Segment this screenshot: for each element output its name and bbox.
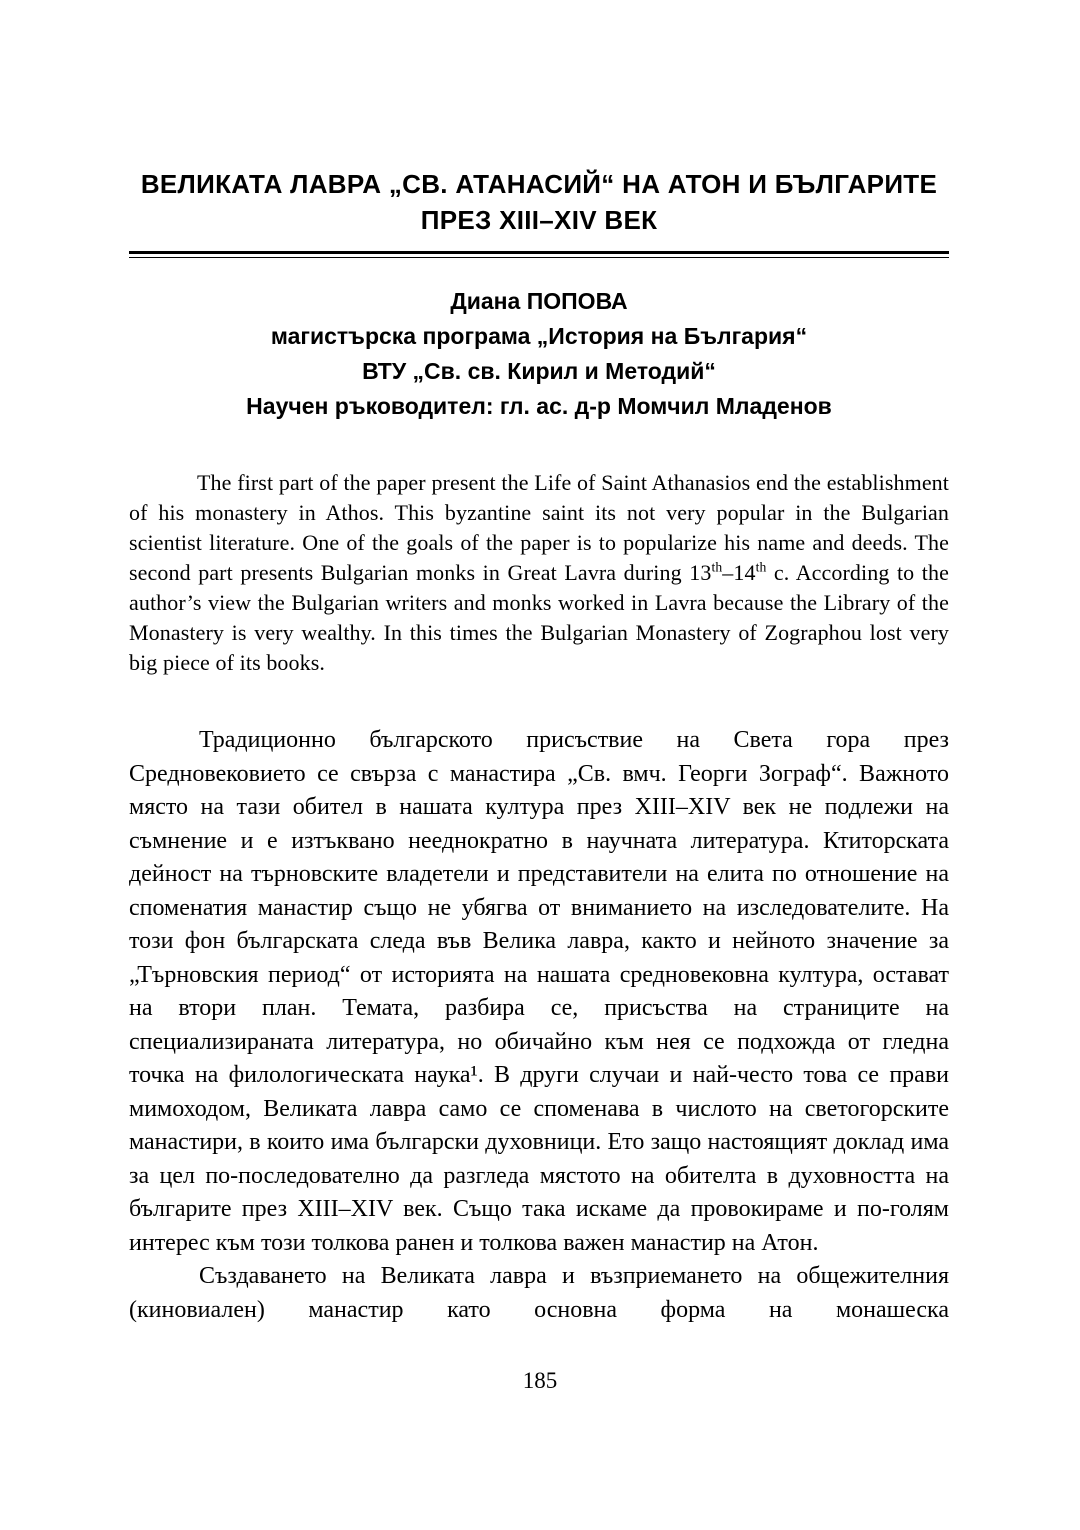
abstract-paragraph bbox=[129, 468, 949, 678]
author-block bbox=[129, 284, 949, 424]
author-university: ВТУ „Св. св. Кирил и Методий“ bbox=[362, 358, 716, 384]
abstract-text-1: The first part of the paper present the Life of Saint Athanasios end the establishment of his monastery in Athos. This byzantine saint its not very popular in the Bulgarian scientist literature. One of the goals of the paper is to popularize his name and deeds. The second part presents Bulgarian monks in Great Lavra during 13 bbox=[129, 470, 949, 585]
author-name: Диана ПОПОВА bbox=[450, 288, 628, 314]
body-paragraph-1: Традиционно българското присъствие на Света гора през Средновековието се свърза с манастира „Св. вмч. Георги Зограф“. Важното място на тази обител в нашата култура през XIII–XIV век не подлежи на съмнение и е изтъквано нееднократно в научната литература. Ктиторската дейност на търновските владетели и представители на елита по отношение на споменатия манастир също не убягва от вниманието на изследователите. На този фон българската следа във Велика лавра, както и нейното значение за „Търновския период“ от историята на нашата средновековна култура, остават на втори план. Темата, разбира се, присъства на страниците на специализираната литература, но обичайно към нея се подхожда от гледна точка на филологическата наука¹. В други случаи и най-често това се прави мимоходом, Великата лавра само се споменава в числото на светогорските манастири, в които има български духовници. Ето защо настоящият доклад има за цел по-последователно да разгледа мястото на обителта в духовността на българите през XIII–XIV век. Също така искаме да провокираме и по-голям интерес към този толкова ранен и толкова важен манастир на Атон. bbox=[129, 727, 949, 1256]
abstract-superscript-1: th bbox=[711, 559, 723, 575]
title-divider bbox=[129, 251, 949, 258]
abstract-superscript-2: th bbox=[755, 559, 767, 575]
body-text bbox=[129, 724, 949, 1327]
paper-title-line-1: ВЕЛИКАТА ЛАВРА „СВ. АТАНАСИЙ“ НА АТОН И БЪЛГАРИТЕ bbox=[140, 169, 938, 199]
abstract-text-3: c. According to the author’s view the Bulgarian writers and monks worked in Lavra because the Library of the Monastery is very wealthy. In this times the Bulgarian Monastery of Zographou lost very big piece of its books. bbox=[129, 560, 949, 675]
paper-title bbox=[129, 166, 949, 238]
author-program: магистърска програма „История на България“ bbox=[270, 323, 808, 349]
abstract-text-2: –14 bbox=[722, 560, 756, 585]
author-supervisor: Научен ръководител: гл. ас. д-р Момчил Младенов bbox=[246, 393, 832, 419]
paper-title-line-2: ПРЕЗ XIII–XIV ВЕК bbox=[420, 205, 658, 235]
text-block bbox=[129, 0, 949, 1327]
body-paragraph-2: Създаването на Великата лавра и възприемането на общежителния (киновиален) манастир като основна форма на монашеска bbox=[129, 1263, 949, 1323]
page-number: 185 bbox=[522, 1368, 558, 1393]
